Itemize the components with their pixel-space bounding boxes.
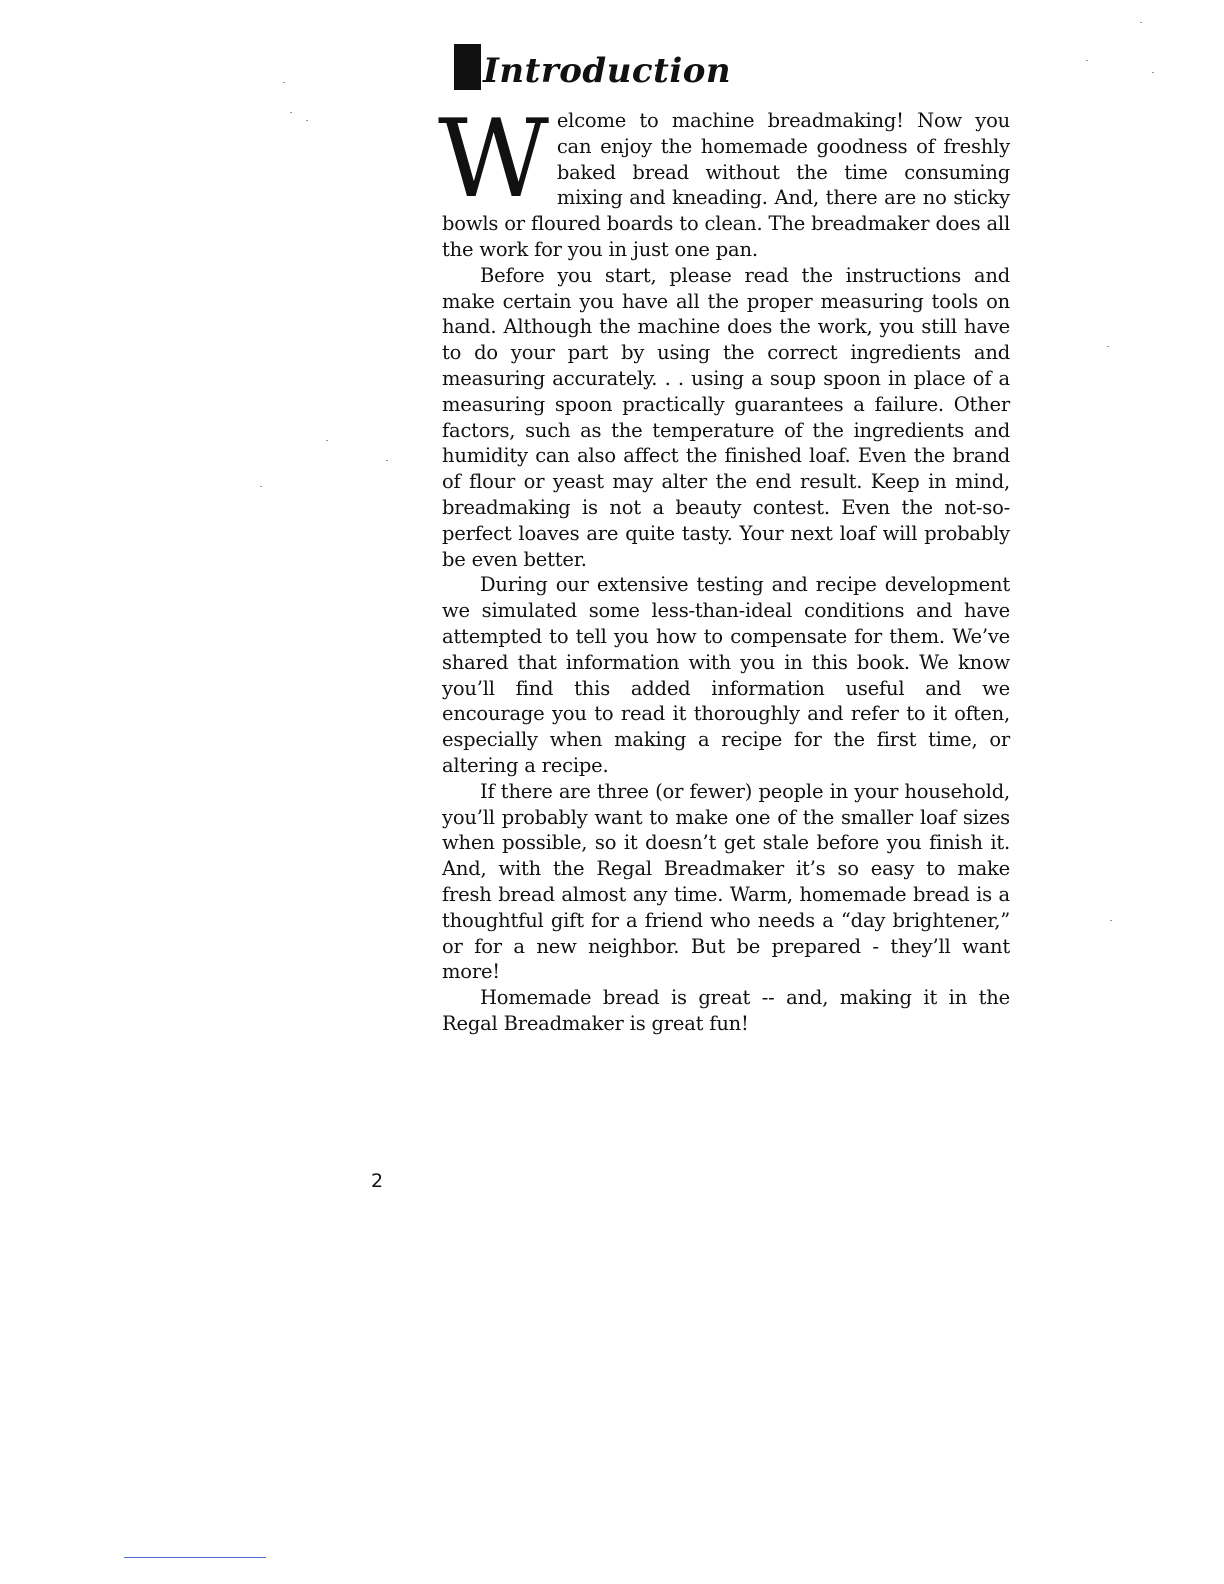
intro-paragraph-2: Before you start, please read the instructions and make certain you have all the proper measuring tools on hand. Although the machine does the work, you still have to do your part by using the correct ingredients and measuring accurately. . . using a soup spoon in place of a measuring spoon practically guarantees a failure. Other factors, such as the temperature of the ingredients and humidity can also affect the finished loaf. Even the brand of flour or yeast may alter the end result. Keep in mind, breadmaking is not a beauty contest. Even the not-so-perfect loaves are quite tasty. Your next loaf will probably be even better. <box>442 263 1010 571</box>
page-title: Introduction <box>483 51 732 91</box>
scan-speck <box>1086 60 1088 61</box>
intro-body <box>438 97 1010 1037</box>
page-number: 2 <box>371 1170 384 1192</box>
scan-speck <box>306 120 308 121</box>
scan-speck <box>1152 72 1154 73</box>
drop-cap: W <box>438 97 549 222</box>
page-heading <box>454 44 731 90</box>
scan-speck <box>1107 346 1109 347</box>
scan-speck <box>290 112 292 113</box>
bottom-rule <box>124 1557 266 1558</box>
intro-paragraph-1 <box>438 97 1010 263</box>
scan-speck <box>260 486 262 487</box>
scan-speck <box>1140 22 1142 23</box>
scan-speck <box>326 440 328 441</box>
scan-speck <box>283 82 285 83</box>
scan-speck <box>1110 920 1112 921</box>
intro-paragraph-4: If there are three (or fewer) people in your household, you’ll probably want to make one of the smaller loaf sizes when possible, so it doesn’t get stale before you finish it. And, with the Regal Breadmaker it’s so easy to make fresh bread almost any time. Warm, homemade bread is a thoughtful gift for a friend who needs a “day brightener,” or for a new neighbor. But be prepared - they’ll want more! <box>442 779 1010 984</box>
scan-speck <box>386 460 388 461</box>
paragraph-text: elcome to machine breadmaking! Now you can enjoy the homemade goodness of freshly baked bread without the time consuming mixing and kneading. And, there are no sticky bowls or floured boards to clean. The breadmaker does all the work for you in just one pan. <box>442 109 1010 261</box>
intro-paragraph-5: Homemade bread is great -- and, making it in the Regal Breadmaker is great fun! <box>442 986 1010 1035</box>
intro-paragraph-3: During our extensive testing and recipe development we simulated some less-than-ideal conditions and have attempted to tell you how to compensate for them. We’ve shared that information with you in this book. We know you’ll find this added information useful and we encourage you to read it thoroughly and refer to it often, especially when making a recipe for the first time, or altering a recipe. <box>442 573 1010 777</box>
heading-bar-ornament <box>454 44 481 90</box>
